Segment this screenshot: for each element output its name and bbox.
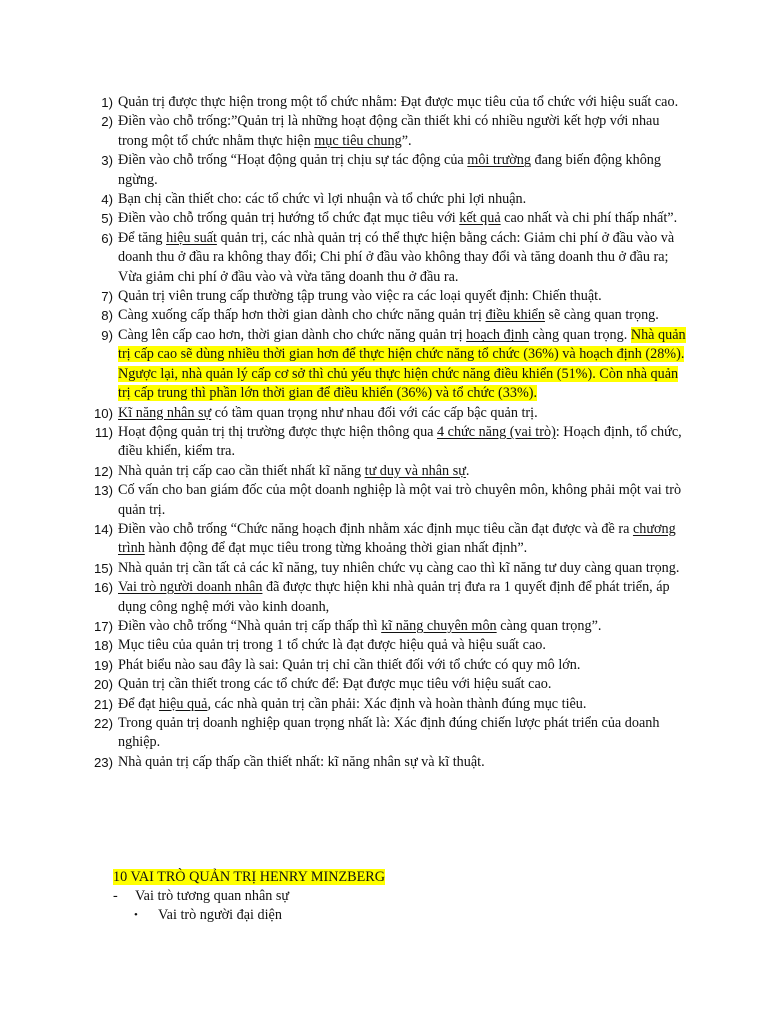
list-item-number: 4) — [101, 192, 113, 208]
text-run: Quản trị cần thiết trong các tổ chức để: Đạt được mục tiêu với hiệu suất cao. — [118, 676, 552, 693]
underlined-term: kĩ năng chuyên môn — [381, 617, 497, 634]
underlined-term: chương trình — [118, 520, 676, 557]
text-run: có tầm quan trọng như nhau đối với các cấp bậc quản trị. — [211, 404, 538, 421]
list-item-number: 15) — [93, 560, 113, 576]
list-item-number: 10) — [93, 405, 113, 421]
list-item-number: 8) — [101, 308, 113, 324]
list-item-number: 3) — [101, 153, 113, 169]
list-item-text — [113, 229, 687, 287]
text-run: Càng xuống cấp thấp hơn thời gian dành cho chức năng quản trị — [118, 307, 486, 324]
bullet-list-item-text: Vai trò người đại diện — [158, 907, 282, 923]
list-item-number: 9) — [101, 327, 113, 343]
list-item — [87, 462, 687, 481]
section-heading-text: 10 VAI TRÒ QUẢN TRỊ HENRY MINZBERG — [113, 869, 385, 885]
list-item — [87, 656, 687, 675]
list-item — [87, 675, 687, 694]
list-item-text — [113, 190, 687, 209]
list-item — [87, 695, 687, 714]
text-run: , các nhà quản trị cần phải: Xác định và hoàn thành đúng mục tiêu. — [207, 695, 587, 712]
list-item-text — [113, 423, 687, 462]
list-item-number: 12) — [93, 463, 113, 479]
text-run: Nhà quản trị cấp thấp cần thiết nhất: kĩ năng nhân sự và kĩ thuật. — [118, 753, 485, 770]
text-run: hành động để đạt mục tiêu trong từng khoảng thời gian nhất định”. — [144, 540, 528, 557]
text-run: quản trị, các nhà quản trị có thể thực hiện bằng cách: Giảm chi phí ở đầu vào và doanh thu ở đầu ra không thay đổi; Chi phí ở đầu vào không thay đổi và tăng doanh thu ở đầu ra; Vừa giảm chi phí ở đầu vào và vừa tăng doanh thu ở đầu ra. — [118, 229, 675, 285]
list-item-text — [113, 462, 687, 481]
underlined-term: điều khiển — [485, 307, 545, 324]
section-heading — [113, 868, 385, 887]
list-item-text — [113, 714, 687, 753]
text-run: Càng lên cấp cao hơn, thời gian dành cho chức năng quản trị — [118, 326, 467, 343]
list-item-text — [113, 93, 687, 112]
list-item — [87, 112, 687, 151]
list-item — [87, 636, 687, 655]
list-item — [87, 578, 687, 617]
list-item — [87, 209, 687, 228]
list-item — [87, 481, 687, 520]
text-run: đã được thực hiện khi nhà quản trị đưa ra 1 quyết định để phát triển, áp dụng công nghệ mới vào kinh doanh, — [118, 579, 670, 615]
list-item — [87, 520, 687, 559]
list-item-text — [113, 695, 687, 714]
underlined-term: hiệu suất — [166, 229, 217, 246]
list-item-text — [113, 112, 687, 151]
text-run: Mục tiêu của quản trị trong 1 tổ chức là đạt được hiệu quả và hiệu suất cao. — [118, 637, 546, 654]
underlined-term: 4 chức năng (vai trò) — [437, 423, 556, 440]
list-item-text — [113, 578, 687, 617]
bullet-list-item — [134, 906, 282, 925]
list-item — [87, 617, 687, 636]
list-item — [87, 753, 687, 772]
sub-list-item-text: Vai trò tương quan nhân sự — [135, 888, 290, 904]
text-run: Quản trị được thực hiện trong một tổ chức nhằm: Đạt được mục tiêu của tổ chức với hiệu suất cao. — [118, 94, 679, 110]
list-item — [87, 229, 687, 287]
text-run: càng quan trọng”. — [496, 617, 602, 634]
list-item-text — [113, 209, 687, 228]
list-item-text — [113, 675, 687, 694]
list-item-text — [113, 520, 687, 559]
list-item — [87, 714, 687, 753]
list-item — [87, 151, 687, 190]
list-item — [87, 190, 687, 209]
sub-list-item — [113, 887, 289, 906]
list-item-number: 21) — [93, 696, 113, 712]
text-run: Điền vào chỗ trống quản trị hướng tổ chức đạt mục tiêu với — [118, 210, 460, 227]
underlined-term: tư duy và nhân sự — [364, 462, 466, 479]
list-item — [87, 306, 687, 325]
list-item-number: 14) — [93, 521, 113, 537]
list-item-text — [113, 481, 687, 520]
underlined-term: mục tiêu chung — [314, 132, 402, 149]
list-item-number: 1) — [101, 95, 113, 110]
text-run: càng quan trọng. — [528, 326, 631, 343]
text-run: : Hoạch định, tổ chức, điều khiển, kiểm tra. — [118, 423, 682, 460]
text-run: Trong quản trị doanh nghiệp quan trọng nhất là: Xác định đúng chiến lược phát triển của doanh nghiệp. — [118, 715, 660, 751]
text-run: Điền vào chỗ trống “Nhà quản trị cấp thấp thì — [118, 617, 382, 634]
list-item-number: 7) — [101, 289, 113, 305]
list-item-text — [113, 617, 687, 636]
text-run: Nhà quản trị cấp cao cần thiết nhất kĩ năng — [118, 462, 365, 479]
text-run: . — [465, 462, 470, 479]
text-run: sẽ càng quan trọng. — [544, 307, 659, 324]
text-run: đang biến động không ngừng. — [118, 152, 661, 188]
bullet-icon: • — [134, 909, 138, 921]
list-item-number: 20) — [93, 677, 113, 693]
list-item-number: 22) — [93, 716, 113, 731]
text-run: Hoạt động quản trị thị trường được thực hiện thông qua — [118, 423, 438, 440]
underlined-term: hiệu quả — [158, 695, 208, 712]
list-item — [87, 423, 687, 462]
text-run: Bạn chị cần thiết cho: các tổ chức vì lợi nhuận và tổ chức phi lợi nhuận. — [118, 191, 527, 208]
text-run: Quản trị viên trung cấp thường tập trung vào việc ra các loại quyết định: Chiến thuật. — [118, 288, 602, 305]
list-item-number: 11) — [94, 424, 113, 440]
list-item-text — [113, 151, 687, 190]
list-item-number: 16) — [93, 580, 113, 596]
list-item-text — [113, 559, 687, 578]
list-item-number: 6) — [101, 230, 113, 246]
text-run: Để đạt — [118, 695, 159, 712]
list-item-text — [113, 287, 687, 306]
text-run: Điền vào chỗ trống “Hoạt động quản trị chịu sự tác động của — [118, 152, 468, 169]
text-run: Để tăng — [118, 229, 167, 246]
underlined-term: môi trường — [467, 152, 531, 169]
underlined-term: hoạch định — [466, 326, 529, 343]
list-item — [87, 287, 687, 306]
list-item-number: 18) — [93, 638, 113, 654]
list-item-number: 5) — [101, 211, 113, 227]
list-item-number: 17) — [93, 618, 113, 634]
dash-marker: - — [113, 888, 118, 904]
text-run: Điền vào chỗ trống:”Quản trị là những hoạt động cần thiết khi có nhiều người kết hợp với nhau trong một tổ chức nhằm thực hiện — [118, 113, 660, 149]
list-item — [87, 326, 687, 404]
text-run: cao nhất và chi phí thấp nhất”. — [500, 210, 678, 227]
text-run: Nhà quản trị cần tất cả các kĩ năng, tuy nhiên chức vụ càng cao thì kĩ năng tư duy càng quan trọng. — [118, 559, 680, 576]
list-item-number: 13) — [93, 483, 113, 499]
highlighted-text: Nhà quản trị cấp cao sẽ dùng nhiều thời gian hơn để thực hiện chức năng tổ chức (36%) và hoạch định (28%). Ngược lại, nhà quản lý cấp cơ sở thì chủ yếu thực hiện chức năng điều khiển (51%). Còn nhà quản trị cấp trung thì phần lớn thời gian để điều khiển (36%) và tổ chức (33%). — [118, 326, 686, 402]
numbered-list — [87, 93, 687, 772]
list-item-number: 19) — [93, 657, 113, 673]
list-item-text — [113, 326, 687, 404]
list-item-number: 23) — [93, 754, 113, 770]
text-run: Phát biểu nào sau đây là sai: Quản trị chỉ cần thiết đối với tổ chức có quy mô lớn. — [118, 656, 581, 673]
list-item-number: 2) — [101, 114, 113, 130]
list-item-text — [113, 306, 687, 325]
text-run: ”. — [401, 132, 412, 149]
list-item-text — [113, 753, 687, 772]
underlined-term: Kĩ năng nhân sự — [118, 404, 212, 421]
list-item — [87, 93, 687, 112]
text-run: Điền vào chỗ trống “Chức năng hoạch định nhằm xác định mục tiêu cần đạt được và đề ra — [118, 520, 633, 537]
list-item — [87, 404, 687, 423]
list-item — [87, 559, 687, 578]
underlined-term: Vai trò người doanh nhân — [118, 579, 263, 596]
underlined-term: kết quả — [459, 210, 501, 227]
list-item-text — [113, 656, 687, 675]
list-item-text — [113, 636, 687, 655]
text-run: Cố vấn cho ban giám đốc của một doanh nghiệp là một vai trò chuyên môn, không phải một vai trò quản trị. — [118, 482, 682, 518]
list-item-text — [113, 404, 687, 423]
